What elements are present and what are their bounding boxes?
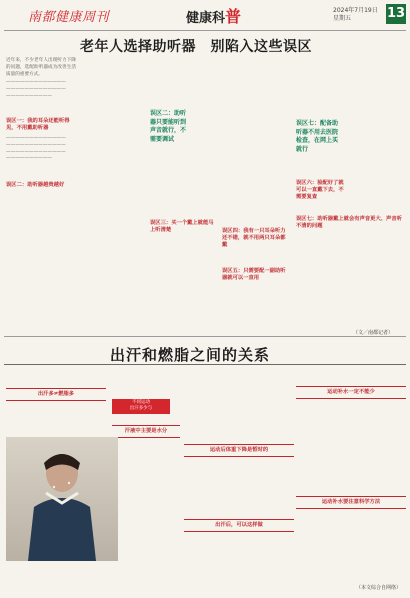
section-title — [186, 4, 241, 27]
body-line: —————————— — [6, 156, 52, 162]
body-line: ————————————— — [6, 142, 66, 148]
article2-subbar-2: 汗液中主要是水分 — [112, 425, 180, 438]
article2-end-mark: （本文综合自网络） — [355, 585, 401, 591]
article2-subbar-4: 出汗后，可以这样做 — [184, 519, 294, 532]
article1-subhead-3: 误区三：买一个戴上就能马上听清楚 — [150, 220, 214, 233]
weekday-text: 星期五 — [333, 15, 352, 22]
article2-headline-rule — [4, 364, 406, 365]
article1-author: （文／南都记者） — [353, 330, 394, 336]
article1-column-1b — [6, 136, 76, 163]
article2-subbar-6: 运动补水要注意科学方法 — [296, 496, 406, 509]
masthead: 南都健康周刊 — [28, 10, 110, 25]
body-line: —————————— — [6, 93, 52, 99]
page-number: 13 — [386, 4, 406, 24]
article1-pullquote-1: 误区二：助听器只要能听到声音就行，不需要调试 — [150, 110, 187, 143]
article2-subbar-3: 运动后体重下降是暂时的 — [184, 444, 294, 457]
article2-photo — [6, 437, 118, 561]
body-line: ————————————— — [6, 149, 66, 155]
article1-subhead-4: 误区四：我有一只耳朵听力还不错，就不用两只耳朵都戴 — [222, 228, 286, 248]
article1-subhead-1: 误区一：我的耳朵还能听得见，不用戴助听器 — [6, 118, 70, 131]
section-title-accent: 普 — [225, 7, 242, 26]
body-line: ————————————— — [6, 80, 66, 86]
body-line: ————————————— — [6, 87, 66, 93]
article1-subhead-6: 误区六：验配好了就可以一直戴下去，不需要复查 — [296, 180, 344, 200]
dateline — [333, 7, 378, 23]
tag-line-2: 出汗多少与 — [129, 406, 153, 411]
article-divider — [4, 336, 406, 337]
tag-line-1: 不同运动 — [132, 400, 150, 405]
header-divider — [4, 30, 406, 31]
date-text: 2024年7月19日 — [333, 7, 378, 14]
article2-headline: 出汗和燃脂之间的关系 — [110, 346, 271, 364]
article1-subhead-2: 误区二：助听器越贵越好 — [6, 182, 65, 188]
article1-column-1 — [6, 58, 76, 101]
article1-intro: 近年来，不少老年人出现听力下降的问题，选配助听器成为改善生活质量的重要方式。 — [6, 58, 76, 77]
article2-end — [295, 535, 405, 595]
article2-subbar-5: 运动补水一定不能少 — [296, 386, 406, 399]
runner-illustration — [6, 437, 118, 561]
page-header — [0, 0, 410, 30]
article1-headline: 老年人选择助听器 别陷入这些误区 — [80, 39, 312, 55]
article1-pullquote-2: 误区七：配备助听器不用去医院检查，在网上买就行 — [296, 120, 339, 153]
body-line: ————————————— — [6, 136, 66, 141]
article1-subhead-5: 误区五：只需要配一副助听器就可以一直用 — [222, 268, 286, 281]
article2-tag-box — [112, 399, 170, 414]
section-title-word: 健康科 — [186, 11, 226, 26]
article1-subhead-7: 误区七：助听器戴上就会有声音更大、声音听不清的问题 — [296, 216, 402, 229]
article2-subbar-1: 出汗多≠燃脂多 — [6, 388, 106, 401]
